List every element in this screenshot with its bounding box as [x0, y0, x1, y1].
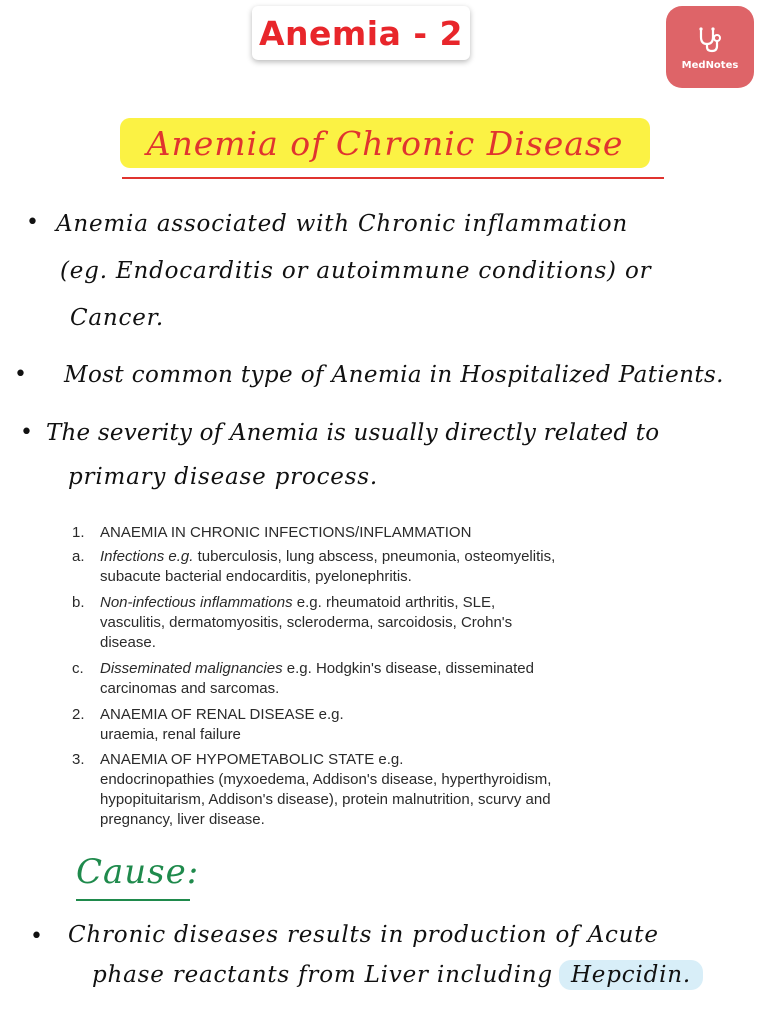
list-emphasis: Non-infectious inflammations	[100, 594, 293, 611]
list-line: vasculitis, dermatomyositis, scleroderma, sarcoidosis, Crohn's	[100, 614, 513, 631]
list-line: hypopituitarism, Addison's disease), protein malnutrition, scurvy and	[100, 791, 551, 808]
list-marker: c.	[72, 660, 84, 677]
list-line: ANAEMIA OF RENAL DISEASE e.g.	[100, 706, 344, 723]
bullet-dot: •	[30, 924, 43, 949]
bullet-3-line-2: primary disease process.	[68, 464, 379, 490]
list-marker: b.	[72, 594, 85, 611]
list-line: pregnancy, liver disease.	[100, 811, 265, 828]
page-title-box	[252, 6, 470, 60]
list-line: Infections e.g. tuberculosis, lung abscess, pneumonia, osteomyelitis,	[100, 548, 556, 565]
list-item-1	[72, 523, 472, 543]
cause-heading: Cause:	[76, 852, 200, 892]
list-line: ANAEMIA IN CHRONIC INFECTIONS/INFLAMMATION	[100, 524, 472, 541]
list-marker: 1.	[72, 524, 85, 541]
bullet-1-line-1: Anemia associated with Chronic inflammation	[56, 211, 628, 237]
list-item-3	[72, 750, 552, 830]
list-item-2	[72, 705, 344, 745]
bullet-dot: •	[26, 210, 39, 235]
list-line: Disseminated malignancies e.g. Hodgkin's disease, disseminated	[100, 660, 534, 677]
mednotes-logo	[666, 6, 754, 88]
list-marker: 3.	[72, 751, 85, 768]
list-line: disease.	[100, 634, 156, 651]
heading-underline	[122, 177, 664, 179]
list-line: subacute bacterial endocarditis, pyelonephritis.	[100, 568, 412, 585]
cause-line-2: phase reactants from Liver including Hepcidin.	[92, 962, 703, 988]
bullet-1-line-3: Cancer.	[70, 305, 164, 331]
list-item-b	[72, 593, 513, 653]
list-marker: a.	[72, 548, 85, 565]
bullet-3-line-1: The severity of Anemia is usually directly related to	[46, 420, 660, 446]
page-title: Anemia - 2	[258, 13, 463, 53]
list-emphasis: Infections e.g.	[100, 548, 194, 565]
list-line: ANAEMIA OF HYPOMETABOLIC STATE e.g.	[100, 751, 404, 768]
list-item-a	[72, 547, 556, 587]
bullet-dot: •	[14, 362, 27, 387]
list-item-c	[72, 659, 534, 699]
list-marker: 2.	[72, 706, 85, 723]
stethoscope-icon	[695, 26, 725, 54]
cause-line-1: Chronic diseases results in production of Acute	[68, 922, 659, 948]
list-line: Non-infectious inflammations e.g. rheumatoid arthritis, SLE,	[100, 594, 496, 611]
bullet-2-line-1: Most common type of Anemia in Hospitalized Patients.	[64, 362, 724, 388]
logo-text: MedNotes	[681, 59, 739, 71]
list-line: endocrinopathies (myxoedema, Addison's disease, hyperthyroidism,	[100, 771, 552, 788]
cause-underline	[76, 899, 190, 901]
bullet-dot: •	[20, 420, 33, 445]
bullet-1-line-2: (eg. Endocarditis or autoimmune conditions) or	[60, 258, 652, 284]
list-emphasis: Disseminated malignancies	[100, 660, 283, 677]
list-line: carcinomas and sarcomas.	[100, 680, 280, 697]
section-heading: Anemia of Chronic Disease	[146, 123, 624, 163]
list-line: uraemia, renal failure	[100, 726, 241, 743]
section-heading-box	[120, 118, 650, 168]
hepcidin-highlight: Hepcidin.	[559, 960, 703, 990]
